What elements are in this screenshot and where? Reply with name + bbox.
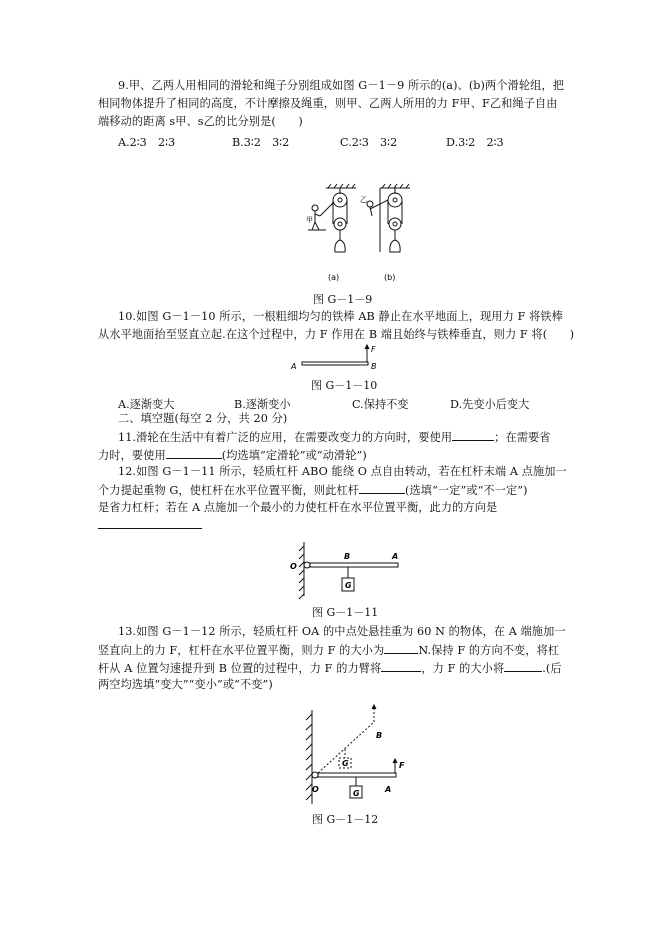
section-2-title: 二、填空题(每空 2 分，共 20 分) — [118, 412, 288, 425]
q13-line2-text-a: 竖直向上的力 F，杠杆在水平位置平衡，则力 F 的大小为 — [98, 644, 385, 657]
q9-line1: 9.甲、乙两人用相同的滑轮和绳子分别组成如图 G－1－9 所示的(a)、(b)两个滑轮组，把 — [118, 79, 565, 92]
q10-option-c: C.保持不变 — [352, 398, 409, 411]
q11-line2-text-a: 力时，要使用 — [98, 449, 166, 462]
figure-g-1-11 — [284, 538, 408, 600]
q9-line2: 相同物体提升了相同的高度，不计摩擦及绳重，则甲、乙两人所用的力 F甲、F乙和绳子自由 — [98, 97, 558, 110]
q13-line2 — [98, 642, 559, 658]
figure-g-1-9 — [298, 182, 418, 290]
q10-option-b: B.逐渐变小 — [234, 398, 291, 411]
q10-option-d: D.先变小后变大 — [450, 398, 530, 411]
q13-line4: 两空均选填“变大”“变小”或“不变”) — [98, 678, 273, 691]
q13-line3-text-b: ，力 F 的大小将 — [421, 662, 505, 675]
q9-person-b-label: 乙 — [360, 196, 367, 204]
q10-line2: 从水平地面抬至竖直立起.在这个过程中，力 F 作用在 B 端且始终与铁棒垂直，则力 F 将( ) — [98, 328, 575, 341]
q12-label-a: A — [392, 552, 399, 561]
q9-option-a: A.2∶3 2∶3 — [118, 136, 176, 149]
q13-label-f: F — [399, 761, 405, 770]
q12-line2-text-a: 个力提起重物 G，使杠杆在水平位置平衡，则此杠杆 — [98, 484, 360, 497]
q13-figure-caption: 图 G－1－12 — [312, 813, 379, 826]
q12-line2-text-b: (选填“一定”或“不一定”) — [405, 484, 528, 497]
q11-blank-1[interactable] — [452, 429, 494, 441]
q13-line2-text-b: N.保持 F 的方向不变，将杠 — [418, 644, 560, 657]
q11-line2 — [98, 447, 367, 463]
q13-line3-text-a: 杆从 A 位置匀速提升到 B 位置的过程中，力 F 的力臂将 — [98, 662, 382, 675]
q12-blank-1[interactable] — [359, 482, 405, 494]
q9-label-b: (b) — [384, 273, 396, 282]
q9-option-c: C.2∶3 3∶2 — [340, 136, 398, 149]
q9-line3: 端移动的距离 s甲、s乙的比分别是( ) — [98, 115, 303, 128]
q12-figure-caption: 图 G－1－11 — [312, 606, 379, 619]
q13-line1: 13.如图 G－1－12 所示，轻质杠杆 OA 的中点处悬挂重为 60 N 的物体，在 A 端施加一 — [118, 625, 566, 638]
q9-option-d: D.3∶2 2∶3 — [446, 136, 504, 149]
q10-figure-caption: 图 G－1－10 — [311, 379, 378, 392]
q12-label-o: O — [290, 562, 297, 571]
q10-label-a: A — [291, 362, 297, 371]
q13-label-o: O — [312, 785, 319, 794]
q11-line1 — [118, 429, 551, 445]
q12-label-b: B — [344, 552, 351, 561]
q12-line1: 12.如图 G－1－11 所示，轻质杠杆 ABO 能绕 O 点自由转动，若在杠杆末端 A 点施加一 — [118, 465, 567, 478]
q12-line3: 是省力杠杆；若在 A 点施加一个最小的力使杠杆在水平位置平衡，此力的方向是 — [98, 501, 498, 514]
q12-blank-2[interactable] — [98, 517, 202, 529]
q11-line1-text-b: ；在需要省 — [494, 431, 551, 444]
q13-label-a: A — [385, 785, 392, 794]
figure-g-1-12 — [298, 700, 410, 808]
q12-line4 — [98, 517, 202, 533]
q10-label-b: B — [371, 362, 377, 371]
q12-label-g: G — [345, 581, 352, 590]
q13-label-g-dashed: G — [342, 759, 349, 768]
q9-option-b: B.3∶2 3∶2 — [232, 136, 290, 149]
q9-label-a: (a) — [328, 273, 340, 282]
q10-label-f: F — [371, 345, 376, 354]
q9-figure-caption: 图 G－1－9 — [313, 293, 373, 306]
q10-option-a: A.逐渐变大 — [118, 398, 175, 411]
q13-line3-text-c: .(后 — [542, 662, 562, 675]
q13-label-b: B — [376, 731, 383, 740]
q11-line2-text-b: (均选填“定滑轮”或“动滑轮”) — [221, 449, 367, 462]
q10-line1: 10.如图 G－1－10 所示，一根粗细均匀的铁棒 AB 静止在水平地面上，现用力 F 将铁棒 — [118, 310, 563, 323]
q13-line3 — [98, 660, 562, 676]
q13-blank-2[interactable] — [381, 660, 421, 672]
q13-blank-1[interactable] — [384, 642, 418, 654]
q13-label-g: G — [353, 789, 360, 798]
q12-line2 — [98, 482, 528, 498]
q11-blank-2[interactable] — [166, 447, 222, 459]
q9-person-a-label: 甲 — [306, 216, 313, 224]
q11-line1-text-a: 11.滑轮在生活中有着广泛的应用，在需要改变力的方向时，要使用 — [118, 431, 453, 444]
q13-blank-3[interactable] — [504, 660, 542, 672]
figure-g-1-10 — [288, 342, 388, 372]
